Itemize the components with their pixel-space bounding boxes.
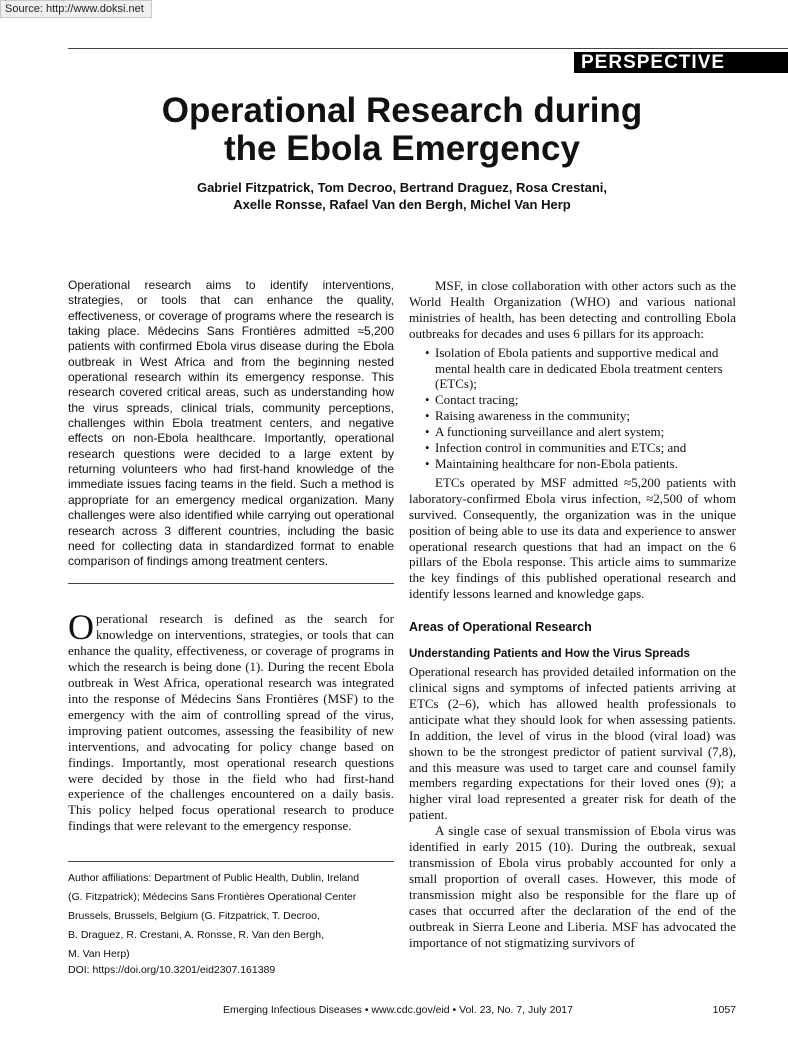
pillar-item: • Isolation of Ebola patients and supportive medical and mental health care in dedicated Ebola treatment centers (ETCs); [425, 344, 723, 392]
paragraph-clinical-signs: Operational research has provided detailed information on the clinical signs and symptoms of infected patients arriving at ETCs (2–6), which has allowed health professionals to anticipate what they should look for when assessing patients. In addition, the level of virus in the blood (viral load) was shown to be the strongest predictor of patient survival (7,8), and this measure was used to target care and counsel family members regarding expectations for their loved ones (9); a higher viral load represented a greater risk for death of the patient. [409, 664, 736, 823]
bullet-icon: • [425, 408, 430, 424]
pillar-item: • Contact tracing; [425, 392, 519, 408]
source-label: Source: http://www.doksi.net [0, 0, 152, 18]
author-affiliations [68, 869, 394, 964]
right-column [409, 278, 736, 950]
section-heading: Areas of Operational Research [409, 620, 592, 635]
bullet-icon: • [425, 440, 430, 456]
pillar-item: • Maintaining healthcare for non-Ebola patients. [425, 455, 678, 471]
affiliation-line: Brussels, Brussels, Belgium (G. Fitzpatrick, T. Decroo, [68, 910, 320, 922]
affiliation-line: B. Draguez, R. Crestani, A. Ronsse, R. Van den Bergh, [68, 929, 325, 941]
bullet-icon: • [425, 392, 430, 408]
affiliation-rule [68, 861, 394, 862]
section-banner: PERSPECTIVE [574, 52, 788, 73]
intro-paragraph [68, 607, 394, 834]
title-line: Operational Research during [161, 91, 643, 130]
subsection-heading: Understanding Patients and How the Virus Spreads [409, 648, 690, 661]
drop-cap: O [68, 607, 94, 647]
doi-link[interactable]: DOI: https://doi.org/10.3201/eid2307.161389 [68, 964, 276, 976]
pillars-list [409, 345, 736, 472]
author-line: Gabriel Fitzpatrick, Tom Decroo, Bertrand Draguez, Rosa Crestani, [196, 180, 608, 195]
paragraph-msf-approach: MSF, in close collaboration with other actors such as the World Health Organization (WHO) and various national ministries of health, has been detecting and controlling Ebola outbreaks for decades and uses 6 pillars for its approach: [409, 278, 736, 341]
journal-info: Emerging Infectious Diseases • www.cdc.gov/eid • Vol. 23, No. 7, July 2017 [223, 1004, 573, 1016]
abstract: Operational research aims to identify interventions, strategies, or tools that can enhance the quality, effectiveness, or coverage of programs where the research is taking place. Médecins Sans Frontières admitted ≈5,200 patients with confirmed Ebola virus disease during the Ebola outbreak in West Africa and from the beginning nested operational research within its emergency response. This research covered critical areas, such as understanding how the virus spreads, clinical trials, community perceptions, challenges within Ebola treatment centers, and negative effects on non-Ebola healthcare. Importantly, operational research questions were decided to a large extent by returning volunteers who had first-hand knowledge of the immediate issues facing teams in the field. Such a method is appropriate for an emergency medical organization. Many challenges were also identified while carrying out operational research across 3 different countries, including the basic need for collecting data in standardized format to enable comparison of findings among treatment centers. [68, 278, 394, 569]
paragraph-etc-summary: ETCs operated by MSF admitted ≈5,200 patients with laboratory-confirmed Ebola virus infection, ≈2,500 of whom survived. Consequently, the organization was in the unique position of being able to use its data and experience to answer operational research questions that had an impact on the 6 pillars of the Ebola response. This article aims to summarize the key findings of this published operational research and identify lessons learned and knowledge gaps. [409, 474, 736, 602]
author-line: Axelle Ronsse, Rafael Van den Bergh, Michel Van Herp [233, 197, 571, 212]
article-title [68, 92, 736, 168]
bullet-icon: • [425, 344, 430, 360]
abstract-rule [68, 583, 394, 584]
intro-text: perational research is defined as the search for knowledge on interventions, strategies, or tools that can enhance the quality, effectiveness, or coverage of programs in which the research is being done (1). During the recent Ebola outbreak in West Africa, operational research was integrated into the response of Médecins Sans Frontières (MSF) to the emergency with the aim of controlling spread of the virus, improving patient outcomes, assessing the feasibility of new interventions, and advocating for policy change based on findings. Importantly, most operational research questions were decided by those in the field who had first-hand experience of the challenges encountered on a daily basis. This policy helped focus operational research to produce findings that were relevant to the emergency response. [68, 611, 394, 834]
bullet-icon: • [425, 455, 430, 471]
top-rule [68, 48, 788, 49]
affiliation-line: M. Van Herp) [68, 948, 130, 960]
bullet-icon: • [425, 424, 430, 440]
author-list [68, 179, 736, 213]
affiliation-line: (G. Fitzpatrick); Médecins Sans Frontières Operational Center [68, 891, 357, 903]
page-number: 1057 [712, 1004, 736, 1016]
paragraph-sexual-transmission: A single case of sexual transmission of Ebola virus was identified in early 2015 (10). During the outbreak, sexual transmission of Ebola virus probably accounted for only a small proportion of overall cases. However, this mode of transmission might also be responsible for the flare up of cases that occurred after the declaration of the end of the outbreak in Sierra Leone and Liberia. MSF has advocated the importance of not stigmatizing survivors of [409, 823, 736, 950]
pillar-item: • A functioning surveillance and alert system; [425, 424, 665, 440]
title-line: the Ebola Emergency [224, 129, 580, 168]
pillar-item: • Raising awareness in the community; [425, 408, 630, 424]
pillar-item: • Infection control in communities and ETCs; and [425, 440, 687, 456]
affiliation-line: Author affiliations: Department of Public Health, Dublin, Ireland [68, 872, 360, 884]
